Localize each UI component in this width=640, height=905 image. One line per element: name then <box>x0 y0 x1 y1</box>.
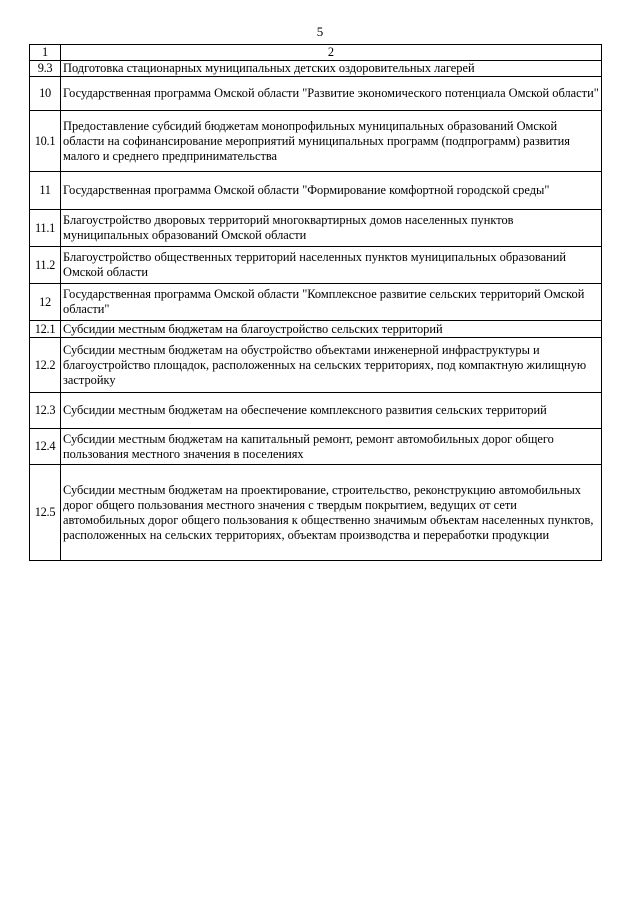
column-2-header: 2 <box>61 45 602 61</box>
row-text: Субсидии местным бюджетам на благоустройство сельских территорий <box>61 321 602 338</box>
table-row <box>30 393 602 429</box>
table-row <box>30 321 602 338</box>
row-number: 10.1 <box>30 111 61 172</box>
row-number: 11 <box>30 172 61 210</box>
table-row <box>30 210 602 247</box>
row-text: Благоустройство общественных территорий населенных пунктов муниципальных образований Омской области <box>61 247 602 284</box>
row-number: 9.3 <box>30 61 61 77</box>
row-text: Предоставление субсидий бюджетам монопрофильных муниципальных образований Омской области на софинансирование мероприятий муниципальных программ (подпрограмм) развития малого и среднего предпринимательства <box>61 111 602 172</box>
page-number: 5 <box>316 24 324 39</box>
table-row <box>30 111 602 172</box>
column-1-header: 1 <box>30 45 61 61</box>
row-text: Государственная программа Омской области "Развитие экономического потенциала Омской области" <box>61 77 602 111</box>
row-number: 10 <box>30 77 61 111</box>
row-text: Субсидии местным бюджетам на обустройство объектами инженерной инфраструктуры и благоустройство площадок, расположенных на сельских территориях, под компактную жилищную застройку <box>61 338 602 393</box>
row-text: Подготовка стационарных муниципальных детских оздоровительных лагерей <box>61 61 602 77</box>
row-text: Субсидии местным бюджетам на проектирование, строительство, реконструкцию автомобильных дорог общего пользования местного значения с твердым покрытием, ведущих от сети автомобильных дорог общего пользования к общественно значимым объектам населенных пунктов, расположенных на сельских территориях, объектам производства и переработки продукции <box>61 465 602 561</box>
row-text: Благоустройство дворовых территорий многоквартирных домов населенных пунктов муниципальных образований Омской области <box>61 210 602 247</box>
row-number: 12.4 <box>30 429 61 465</box>
table-row <box>30 61 602 77</box>
row-number: 12.5 <box>30 465 61 561</box>
row-text: Субсидии местным бюджетам на капитальный ремонт, ремонт автомобильных дорог общего пользования местного значения в поселениях <box>61 429 602 465</box>
row-text: Субсидии местным бюджетам на обеспечение комплексного развития сельских территорий <box>61 393 602 429</box>
row-number: 11.2 <box>30 247 61 284</box>
table-row <box>30 172 602 210</box>
row-text: Государственная программа Омской области "Формирование комфортной городской среды" <box>61 172 602 210</box>
table-row <box>30 429 602 465</box>
table-header-row <box>30 45 602 61</box>
table-row <box>30 284 602 321</box>
row-number: 11.1 <box>30 210 61 247</box>
row-number: 12 <box>30 284 61 321</box>
table-row <box>30 247 602 284</box>
table-row <box>30 77 602 111</box>
row-number: 12.3 <box>30 393 61 429</box>
row-text: Государственная программа Омской области "Комплексное развитие сельских территорий Омской области" <box>61 284 602 321</box>
row-number: 12.2 <box>30 338 61 393</box>
row-number: 12.1 <box>30 321 61 338</box>
table-row <box>30 338 602 393</box>
program-table <box>29 44 602 561</box>
table-row <box>30 465 602 561</box>
